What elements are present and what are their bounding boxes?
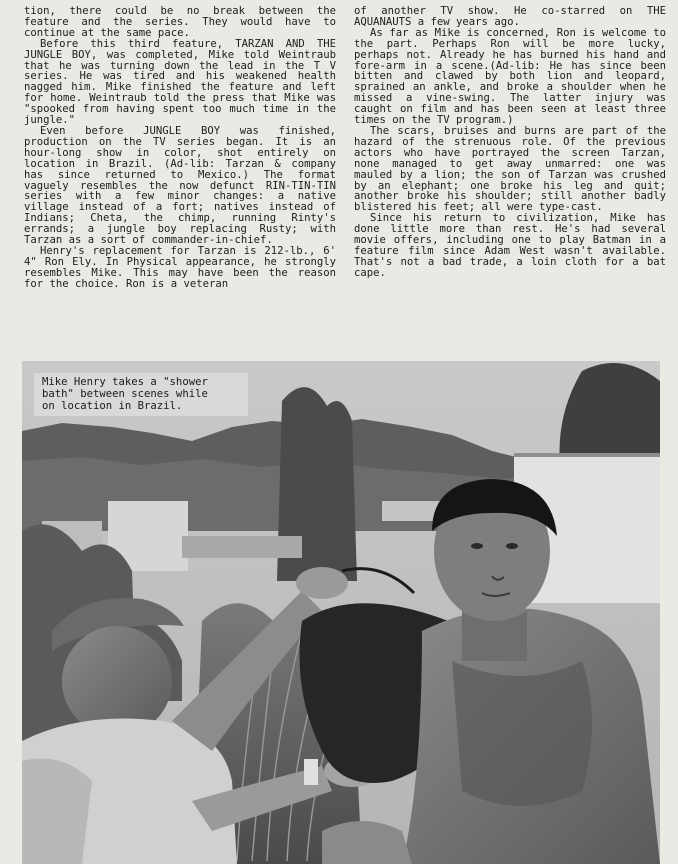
paragraph: The scars, bruises and burns are part of the hazard of the strenuous role. Of the previous actors who have portrayed the screen Tarzan, none managed to get away unmarred: one was mauled by a lion; the son of Tarzan was crushed by an elephant; one broke his leg and quit; another broke his shoulder; still another badly blistered his feet; all were type-cast. bbox=[354, 124, 666, 214]
paragraph: Henry's replacement for Tarzan is 212-lb., 6' 4" Ron Ely. In Physical appearance, he strongly resembles Mike. This may have been the reason for the choice. Ron is a veteran bbox=[24, 244, 336, 290]
location-photo bbox=[22, 361, 660, 864]
photo-caption: Mike Henry takes a "shower bath" between scenes while on location in Brazil. bbox=[34, 373, 248, 416]
paragraph: Since his return to civilization, Mike has done little more than rest. He's had several movie offers, including one to play Batman in a feature film since Adam West wasn't available. That's not a bad trade, a loin cloth for a bat cape. bbox=[354, 212, 666, 279]
paragraph: As far as Mike is concerned, Ron is welcome to the part. Perhaps Ron will be more lucky, perhaps not. Already he has burned his hand and fore-arm in a scene.(Ad-lib: He has since been bitten and clawed by both lion and leopard, sprained an ankle, and broke a shoulder when he missed a vine-swing. The latter injury was caught on film and has been seen at least three times on the TV program.) bbox=[354, 26, 666, 127]
paragraph: Even before JUNGLE BOY was finished, production on the TV series began. It is an hour-long show in color, shot entirely on location in Brazil. (Ad-lib: Tarzan & company has since returned to Mexico.) The format vaguely resembles the now defunct RIN-TIN-TIN series with a few minor changes: a native village instead of a fort; natives instead of Indians; Cheta, the chimp, running Rinty's errands; a jungle boy replacing Rusty; with Tarzan as a sort of commander-in-chief. bbox=[24, 124, 336, 247]
photo-illustration bbox=[22, 361, 660, 864]
article-column-right bbox=[354, 6, 666, 279]
paragraph: Before this third feature, TARZAN AND THE JUNGLE BOY, was completed, Mike told Weintraub that he was turning down the lead in the T V series. He was tired and his weakened health nagged him. Mike finished the feature and left for home. Weintraub told the press that Mike was "spooked from having spent too much time in the jungle." bbox=[24, 37, 336, 127]
article-column-left bbox=[24, 6, 336, 290]
paragraph: tion, there could be no break between the feature and the series. They would have to continue at the same pace. bbox=[24, 5, 336, 39]
paragraph: of another TV show. He co-starred on THE AQUANAUTS a few years ago. bbox=[354, 5, 666, 28]
